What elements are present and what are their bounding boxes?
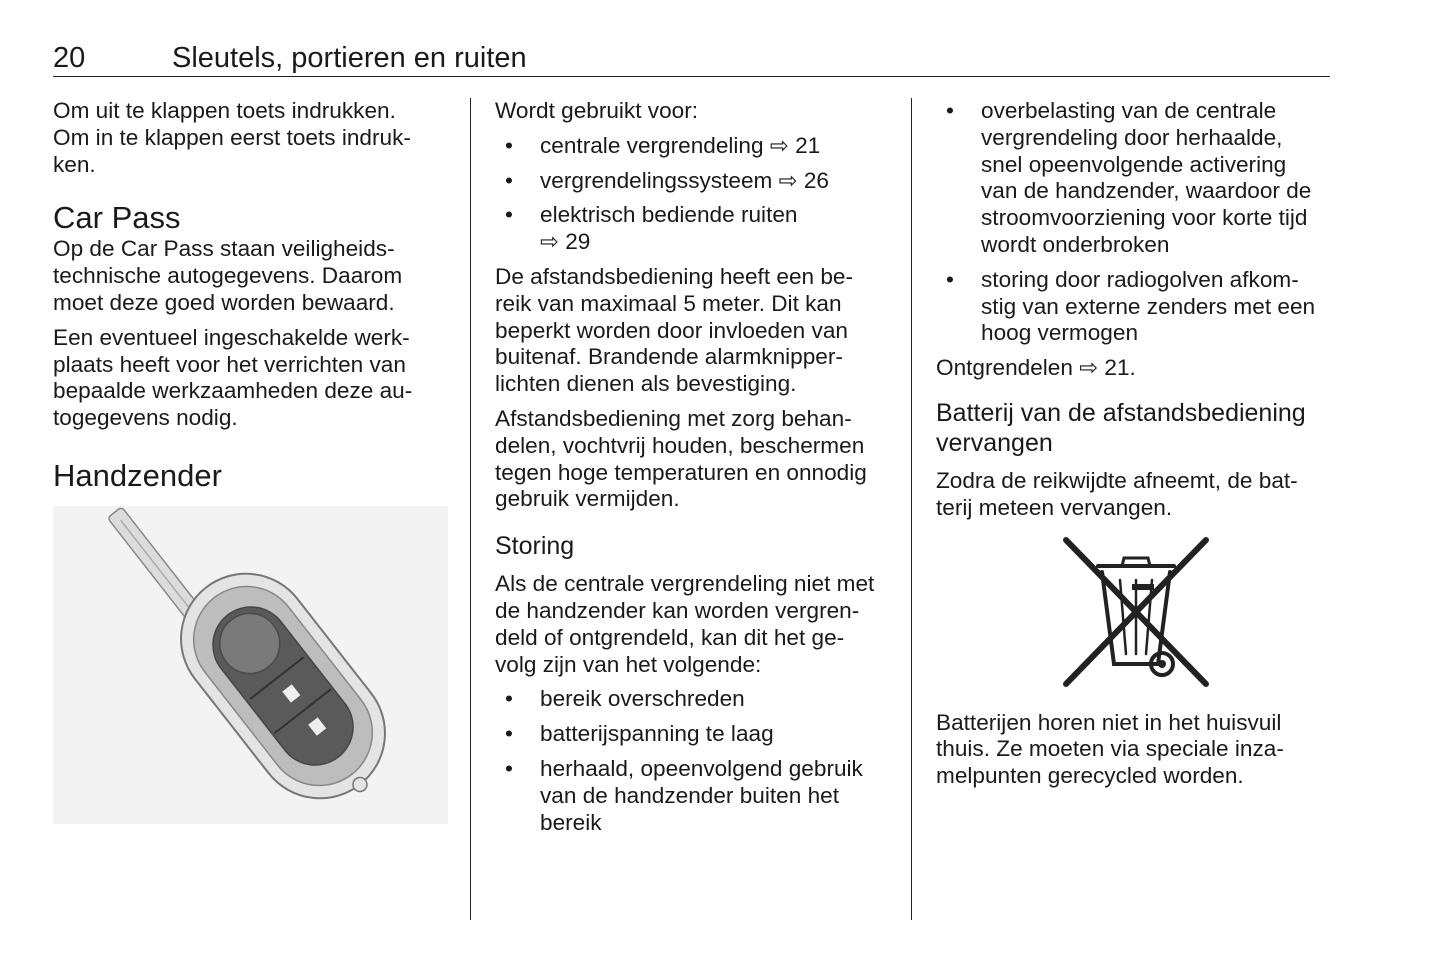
bullet-icon: • [505,721,513,747]
reference-arrow-icon: ⇨ [769,132,789,158]
storing-paragraph: Als de centrale vergrendeling niet met de handzender kan worden vergren- deld of ontgrendeld, kan dit het ge- volg zijn van het volgende: [495,571,875,677]
bullet-icon: • [505,686,513,712]
battery-paragraph: Zodra de reikwijdte afneemt, de bat- terij meteen vervangen. [936,467,1298,520]
column-divider [470,98,471,920]
column-middle [495,98,895,844]
list-item: • vergrendelingssysteem ⇨ 26 [505,167,829,193]
workshop-paragraph: Een eventueel ingeschakelde werk- plaats heeft voor het verrichten van bepaalde werkzaamheden deze au- togegevens nodig. [53,324,413,431]
range-paragraph: De afstandsbediening heeft een be- reik van maximaal 5 meter. Dit kan beperkt worden door invloeden van buitenaf. Brandende alarmknipper- lichten dienen als bevestiging. [495,263,854,397]
carpass-heading: Car Pass [53,200,181,236]
list-item: • centrale vergrendeling ⇨ 21 [505,132,821,158]
bullet-icon: • [946,98,954,123]
column-left [53,98,453,824]
page-number: 20 [53,42,86,74]
storing-heading: Storing [495,532,575,561]
recycle-paragraph: Batterijen horen niet in het huisvuil thuis. Ze moeten via speciale inza- melpunten gerecycled worden. [936,709,1284,789]
used-for-intro: Wordt gebruikt voor: [495,98,699,123]
page-header [53,40,1330,77]
column-divider [911,98,912,920]
interference-list [936,98,1336,347]
list-item: • overbelasting van de centrale vergrendeling door herhaalde, snel opeenvolgende activering van de handzender, waardoor de stroomvoorziening voor korte tijd wordt onderbroken [946,98,1312,257]
carpass-paragraph: Op de Car Pass staan veiligheids- technische autogegevens. Daarom moet deze goed worden bewaard. [53,236,403,315]
handzender-heading: Handzender [53,457,222,493]
crossed-bin-icon [1058,536,1214,692]
bullet-icon: • [505,132,513,158]
storing-list [495,686,895,836]
reference-arrow-icon: ⇨ [1079,355,1099,381]
bullet-icon: • [505,202,513,228]
chapter-title: Sleutels, portieren en ruiten [172,42,527,74]
column-right [936,98,1336,798]
care-paragraph: Afstandsbediening met zorg behan- delen, vochtvrij houden, beschermen tegen hoge temperaturen en onnodig gebruik vermijden. [495,405,867,512]
list-item: • bereik overschreden [505,686,745,712]
used-for-list [495,133,895,256]
list-item: • storing door radiogolven afkom- stig van externe zenders met een hoog vermogen [946,266,1316,346]
reference-arrow-icon: ⇨ [778,167,798,193]
list-item: • batterijspanning te laag [505,721,774,747]
battery-heading: Batterij van de afstandsbediening vervangen [936,398,1306,457]
list-item: • elektrisch bediende ruiten ⇨ 29 [505,202,798,255]
reference-arrow-icon: ⇨ [540,229,559,255]
bullet-icon: • [505,755,513,781]
unlock-reference: Ontgrendelen ⇨ 21. [936,355,1136,381]
bullet-icon: • [946,266,954,292]
intro-paragraph: Om uit te klappen toets indrukken. Om in te klappen eerst toets indruk- ken. [53,98,411,177]
bullet-icon: • [505,167,513,193]
remote-key-illustration [53,506,448,824]
list-item: • herhaald, opeenvolgend gebruik van de handzender buiten het bereik [505,755,863,835]
